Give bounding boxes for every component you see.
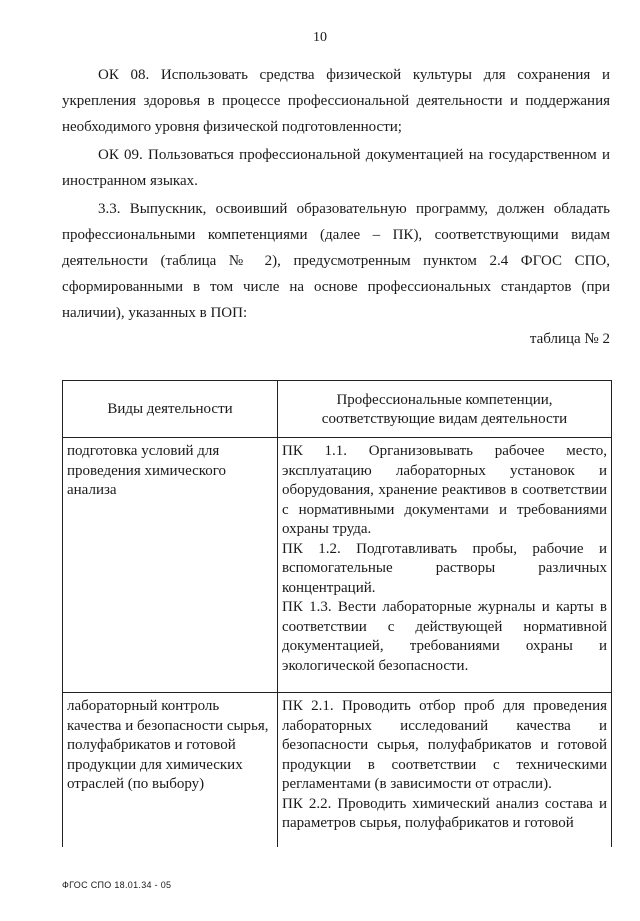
paragraph-text: 3.3. Выпускник, освоивший образовательную программу, должен обладать профессиональными компетенциями (далее – ПК), соответствующими видам деятельности (таблица № 2), предусмотренным пунктом 2.4 ФГОС СПО, сформированными в том числе на основе профессиональных стандартов (при наличии), указанных в ПОП: xyxy=(62,201,610,321)
header-competencies: Профессиональные компетенции, соответствующие видам деятельности xyxy=(278,381,612,438)
activity-cell: лабораторный контроль качества и безопасности сырья, полуфабрикатов и готовой продукции для химических отраслей (по выбору) xyxy=(63,693,278,848)
paragraph-3-3 xyxy=(62,196,610,326)
competencies-table xyxy=(62,380,612,847)
footer-code: ФГОС СПО 18.01.34 - 05 xyxy=(62,880,172,890)
competencies-cell xyxy=(278,438,612,693)
paragraph-ok08 xyxy=(62,62,610,140)
activity-cell: подготовка условий для проведения химического анализа xyxy=(63,438,278,693)
table-header-row xyxy=(63,381,612,438)
header-activity: Виды деятельности xyxy=(63,381,278,438)
competency-item: ПК 2.1. Проводить отбор проб для проведения лабораторных исследований качества и безопасности сырья, полуфабрикатов и готовой продукции в соответствии с техническими регламентами (в зависимости от отрасли). xyxy=(282,698,607,792)
paragraph-text: ОК 09. Пользоваться профессиональной документацией на государственном и иностранном языках. xyxy=(62,147,610,189)
competency-item: ПК 1.2. Подготавливать пробы, рабочие и вспомогательные растворы различных концентраций. xyxy=(282,540,607,596)
competency-item: ПК 2.2. Проводить химический анализ состава и параметров сырья, полуфабрикатов и готовой xyxy=(282,795,607,831)
table-row xyxy=(63,693,612,848)
table-caption: таблица № 2 xyxy=(529,331,610,347)
competency-item: ПК 1.1. Организовывать рабочее место, эксплуатацию лабораторных установок и оборудования, хранение реактивов в соответствии с нормативными документами и требованиями охраны труда. xyxy=(282,443,607,537)
page-number: 10 xyxy=(313,30,327,45)
table-row xyxy=(63,438,612,693)
paragraph-ok09 xyxy=(62,142,610,194)
competencies-cell xyxy=(278,693,612,848)
competency-item: ПК 1.3. Вести лабораторные журналы и карты в соответствии с действующей нормативной документацией, требованиями охраны и экологической безопасности. xyxy=(282,599,607,674)
paragraph-text: ОК 08. Использовать средства физической культуры для сохранения и укрепления здоровья в процессе профессиональной деятельности и поддержания необходимого уровня физической подготовленности; xyxy=(62,67,610,135)
